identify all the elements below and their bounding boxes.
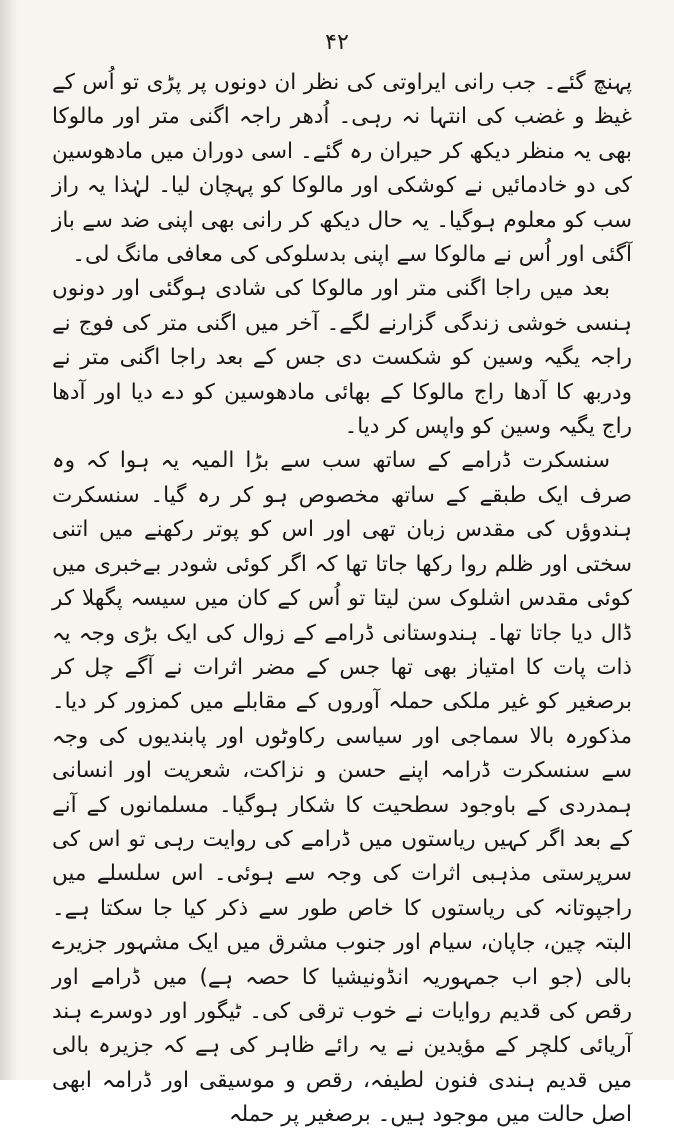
page-gutter-shadow bbox=[0, 0, 18, 1080]
page-number: ۴۲ bbox=[325, 30, 349, 55]
paragraph-2: بعد میں راجا اگنی متر اور مالوکا کی شادی ہوگئی اور دونوں ہنسی خوشی زندگی گزارنے لگے۔ آخر میں اگنی متر کی فوج نے راجہ یگیہ وسین کو شکست دی جس کے بعد راجا اگنی متر نے ودربھ کا آدھا راج مالوکا کے بھائی مادھوسین کو دے دیا اور آدھا راج یگیہ وسین کو واپس کر دیا۔ bbox=[52, 276, 632, 440]
paragraph-3: سنسکرت ڈرامے کے ساتھ سب سے بڑا المیہ یہ ہوا کہ وہ صرف ایک طبقے کے ساتھ مخصوص ہو کر رہ گیا۔ سنسکرت ہندوؤں کی مقدس زبان تھی اور اس کو پوتر رکھنے میں اتنی سختی اور ظلم روا رکھا جاتا تھا کہ اگر کوئی شودر بےخبری میں کوئی مقدس اشلوک سن لیتا تو اُس کے کان میں سیسہ پگھلا کر ڈال دیا جاتا تھا۔ ہندوستانی ڈرامے کے زوال کی ایک بڑی وجہ یہ ذات پات کا امتیاز بھی تھا جس کے مضر اثرات نے آگے چل کر برصغیر کو غیر ملکی حملہ آوروں کے مقابلے میں کمزور کر دیا۔ مذکورہ بالا سماجی اور سیاسی رکاوٹوں اور پابندیوں کی وجہ سے سنسکرت ڈرامہ اپنے حسن و نزاکت، شعریت اور انسانی ہمدردی کے باوجود سطحیت کا شکار ہوگیا۔ مسلمانوں کے آنے کے بعد اگر کہیں ریاستوں میں ڈرامے کی روایت رہی تو اس کی سرپرستی مذہبی اثرات کی وجہ سے ہوئی۔ اس سلسلے میں راجپوتانہ کی ریاستوں کا خاص طور سے ذکر کیا جا سکتا ہے۔ البتہ چین، جاپان، سیام اور جنوب مشرق میں ایک مشہور جزیرے بالی (جو اب جمہوریہ انڈونیشیا کا حصہ ہے) میں ڈرامے اور رقص کی قدیم روایات نے خوب ترقی کی۔ ٹیگور اور دوسرے ہند آریائی کلچر کے مؤیدین نے یہ رائے ظاہر کی ہے کہ جزیرہ بالی میں قدیم ہندی فنون لطیفہ، رقص و موسیقی اور ڈرامہ ابھی اصل حالت میں موجود ہیں۔ برصغیر پر حملہ bbox=[52, 448, 632, 1128]
paragraph-1: پہنچ گئے۔ جب رانی ایراوتی کی نظر ان دونوں پر پڑی تو اُس کے غیظ و غضب کی انتہا نہ رہی۔ اُدھر راجہ اگنی متر اور مالوکا بھی یہ منظر دیکھ کر حیران رہ گئے۔ اسی دوران میں مادھوسین کی دو خادمائیں نے کوشکی اور مالوکا کو پہچان لیا۔ لہٰذا یہ راز سب کو معلوم ہوگیا۔ یہ حال دیکھ کر رانی بھی اپنی ضد سے باز آگئی اور اُس نے مالوکا سے اپنی بدسلوکی کی معافی مانگ لی۔ bbox=[52, 70, 632, 268]
body-text bbox=[52, 66, 632, 1133]
